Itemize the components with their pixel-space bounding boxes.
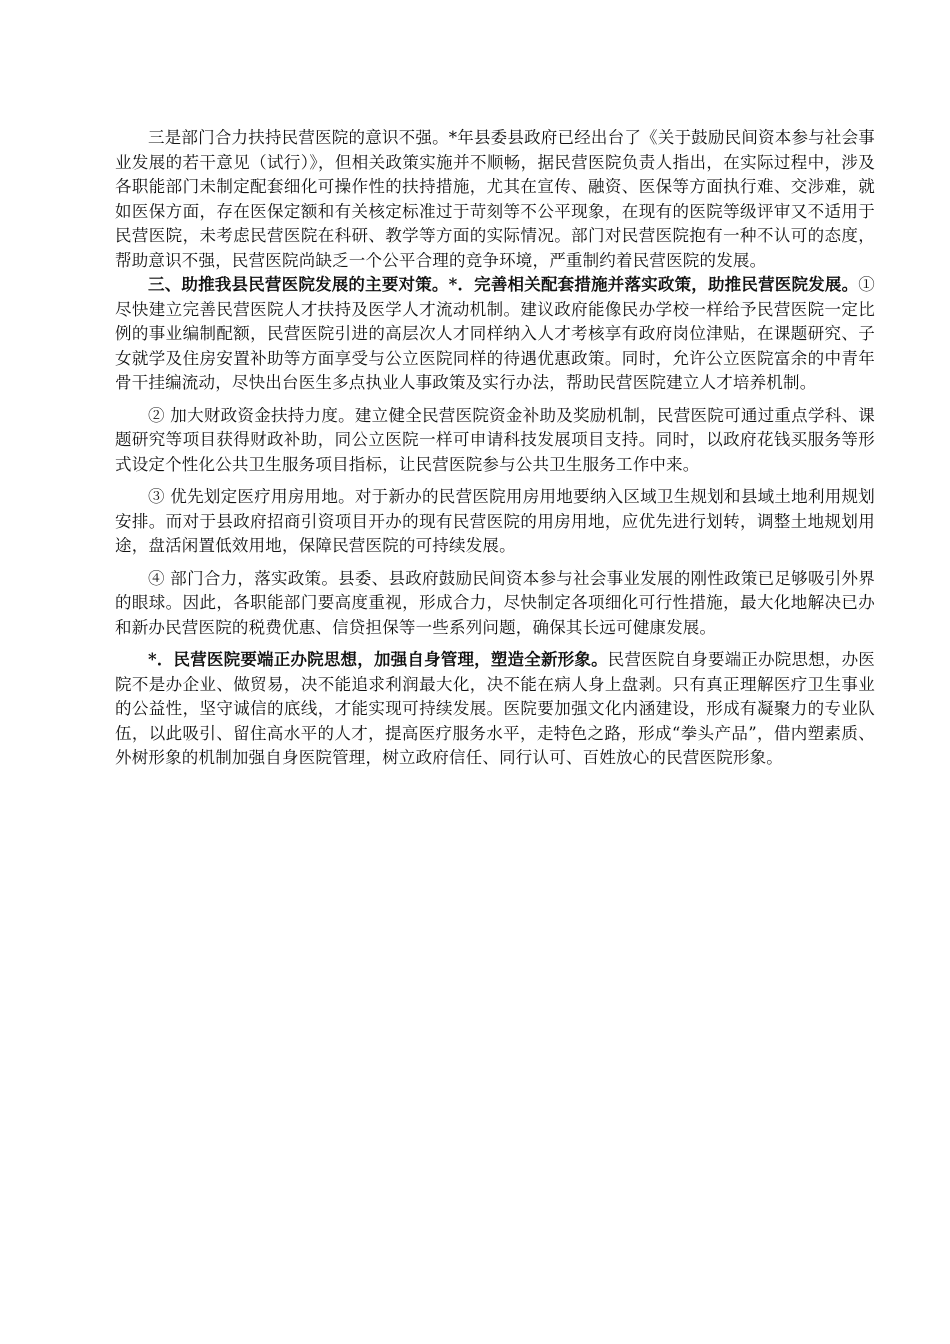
paragraph-3-text: ② 加大财政资金扶持力度。建立健全民营医院资金补助及奖励机制，民营医院可通过重点学科、课题研究等项目获得财政补助，同公立医院一样可申请科技发展项目支持。同时，以政府花钱买服务等形式设定个性化公共卫生服务项目指标，让民营医院参与公共卫生服务工作中来。 [115, 405, 875, 474]
paragraph-4 [115, 485, 875, 559]
paragraph-3 [115, 404, 875, 478]
paragraph-5-text: ④ 部门合力，落实政策。县委、县政府鼓励民间资本参与社会事业发展的刚性政策已足够吸引外界的眼球。因此，各职能部门要高度重视，形成合力，尽快制定各项细化可行性措施，最大化地解决已办和新办民营医院的税费优惠、信贷担保等一些系列问题，确保其长远可健康发展。 [115, 568, 875, 637]
paragraph-6 [115, 648, 875, 771]
paragraph-1-text: 三是部门合力扶持民营医院的意识不强。*年县委县政府已经出台了《关于鼓励民间资本参与社会事业发展的若干意见（试行）》，但相关政策实施并不顺畅，据民营医院负责人指出，在实际过程中，涉及各职能部门未制定配套细化可操作性的扶持措施，尤其在宣传、融资、医保等方面执行难、交涉难，就如医保方面，存在医保定额和有关核定标准过于苛刻等不公平现象，在现有的医院等级评审又不适用于民营医院，未考虑民营医院在科研、教学等方面的实际情况。部门对民营医院抱有一种不认可的态度，帮助意识不强，民营医院尚缺乏一个公平合理的竞争环境，严重制约着民营医院的发展。 [115, 128, 875, 270]
paragraph-6-heading: *．民营医院要端正办院思想，加强自身管理，塑造全新形象。 [148, 650, 608, 669]
paragraph-2-heading: 三、助推我县民营医院发展的主要对策。*．完善相关配套措施并落实政策，助推民营医院发展。 [148, 275, 859, 294]
paragraph-4-text: ③ 优先划定医疗用房用地。对于新办的民营医院用房用地要纳入区域卫生规划和县域土地利用规划安排。而对于县政府招商引资项目开办的现有民营医院的用房用地，应优先进行划转，调整土地规划用途，盘活闲置低效用地，保障民营医院的可持续发展。 [115, 487, 875, 555]
paragraph-6-text: 民营医院自身要端正办院思想，办医院不是办企业、做贸易，决不能追求利润最大化，决不能在病人身上盘剥。只有真正理解医疗卫生事业的公益性，坚守诚信的底线，才能实现可持续发展。医院要加强文化内涵建设，形成有凝聚力的专业队伍，以此吸引、留住高水平的人才，提高医疗服务水平，走特色之路，形成“拳头产品”，借内塑素质、外树形象的机制加强自身医院管理，树立政府信任、同行认可、百姓放心的民营医院形象。 [115, 650, 876, 767]
paragraph-5 [115, 567, 875, 641]
paragraph-2 [115, 273, 875, 396]
document-body [115, 126, 875, 771]
paragraph-1 [115, 126, 875, 273]
paragraph-2-text: ①尽快建立完善民营医院人才扶持及医学人才流动机制。建议政府能像民办学校一样给予民营医院一定比例的事业编制配额，民营医院引进的高层次人才同样纳入人才考核享有政府岗位津贴，在课题研究、子女就学及住房安置补助等方面享受与公立医院同样的待遇优惠政策。同时，允许公立医院富余的中青年骨干挂编流动，尽快出台医生多点执业人事政策及实行办法，帮助民营医院建立人才培养机制。 [115, 275, 875, 392]
